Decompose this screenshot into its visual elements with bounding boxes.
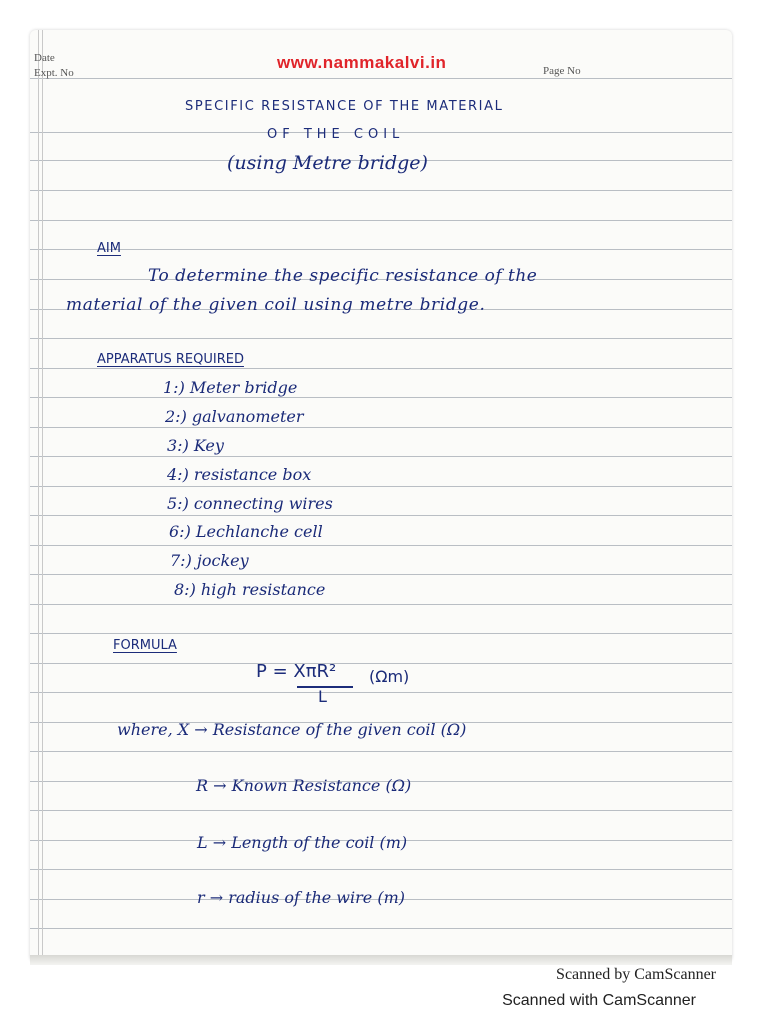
formula-heading: FORMULA: [113, 638, 177, 653]
page-no-label: Page No: [543, 65, 581, 77]
ruled-line: [30, 928, 732, 929]
apparatus-item: 7:) jockey: [170, 551, 249, 570]
apparatus-item: 2:) galvanometer: [165, 407, 304, 426]
date-label: Date: [34, 52, 55, 64]
ruled-line: [30, 515, 732, 516]
ruled-line: [30, 486, 732, 487]
expt-no-label: Expt. No: [34, 67, 74, 79]
margin-line: [42, 30, 43, 962]
website-watermark: www.nammakalvi.in: [277, 53, 447, 72]
apparatus-item: 5:) connecting wires: [167, 494, 333, 513]
aim-heading: AIM: [97, 241, 121, 256]
ruled-line: [30, 633, 732, 634]
title-line-2: OF THE COIL: [267, 127, 405, 142]
margin-line: [38, 30, 39, 962]
apparatus-item: 6:) Lechlanche cell: [169, 522, 323, 541]
ruled-line: [30, 574, 732, 575]
ruled-line: [30, 869, 732, 870]
ruled-line: [30, 220, 732, 221]
apparatus-item: 8:) high resistance: [174, 580, 326, 599]
formula-numerator: P = XπR²: [256, 661, 337, 682]
variable-r-radius: r → radius of the wire (m): [197, 888, 405, 907]
ruled-line: [30, 810, 732, 811]
apparatus-item: 3:) Key: [167, 436, 224, 455]
ruled-line: [30, 545, 732, 546]
aim-text-line-1: To determine the specific resistance of the: [148, 266, 538, 286]
title-line-3: (using Metre bridge): [227, 152, 428, 174]
ruled-line: [30, 249, 732, 250]
ruled-line: [30, 663, 732, 664]
formula-unit: (Ωm): [369, 667, 410, 686]
variable-r-known: R → Known Resistance (Ω): [196, 776, 412, 795]
ruled-line: [30, 190, 732, 191]
variable-l-length: L → Length of the coil (m): [197, 833, 408, 852]
scanned-with-text: Scanned with CamScanner: [502, 992, 696, 1009]
scanned-by-text: Scanned by CamScanner: [556, 966, 716, 983]
ruled-line: [30, 427, 732, 428]
ruled-line: [30, 751, 732, 752]
formula-denominator: L: [318, 687, 327, 706]
aim-text-line-2: material of the given coil using metre bridge.: [66, 295, 486, 315]
ruled-line: [30, 338, 732, 339]
apparatus-item: 1:) Meter bridge: [163, 378, 298, 397]
ruled-line: [30, 397, 732, 398]
ruled-line: [30, 692, 732, 693]
ruled-line: [30, 456, 732, 457]
ruled-line: [30, 604, 732, 605]
apparatus-heading: APPARATUS REQUIRED: [97, 352, 244, 367]
ruled-line: [30, 78, 732, 79]
sheet-bottom-edge: [30, 955, 732, 965]
where-line: where, X → Resistance of the given coil (Ω): [117, 720, 467, 739]
title-line-1: SPECIFIC RESISTANCE OF THE MATERIAL: [185, 99, 504, 114]
ruled-line: [30, 368, 732, 369]
apparatus-item: 4:) resistance box: [167, 465, 312, 484]
